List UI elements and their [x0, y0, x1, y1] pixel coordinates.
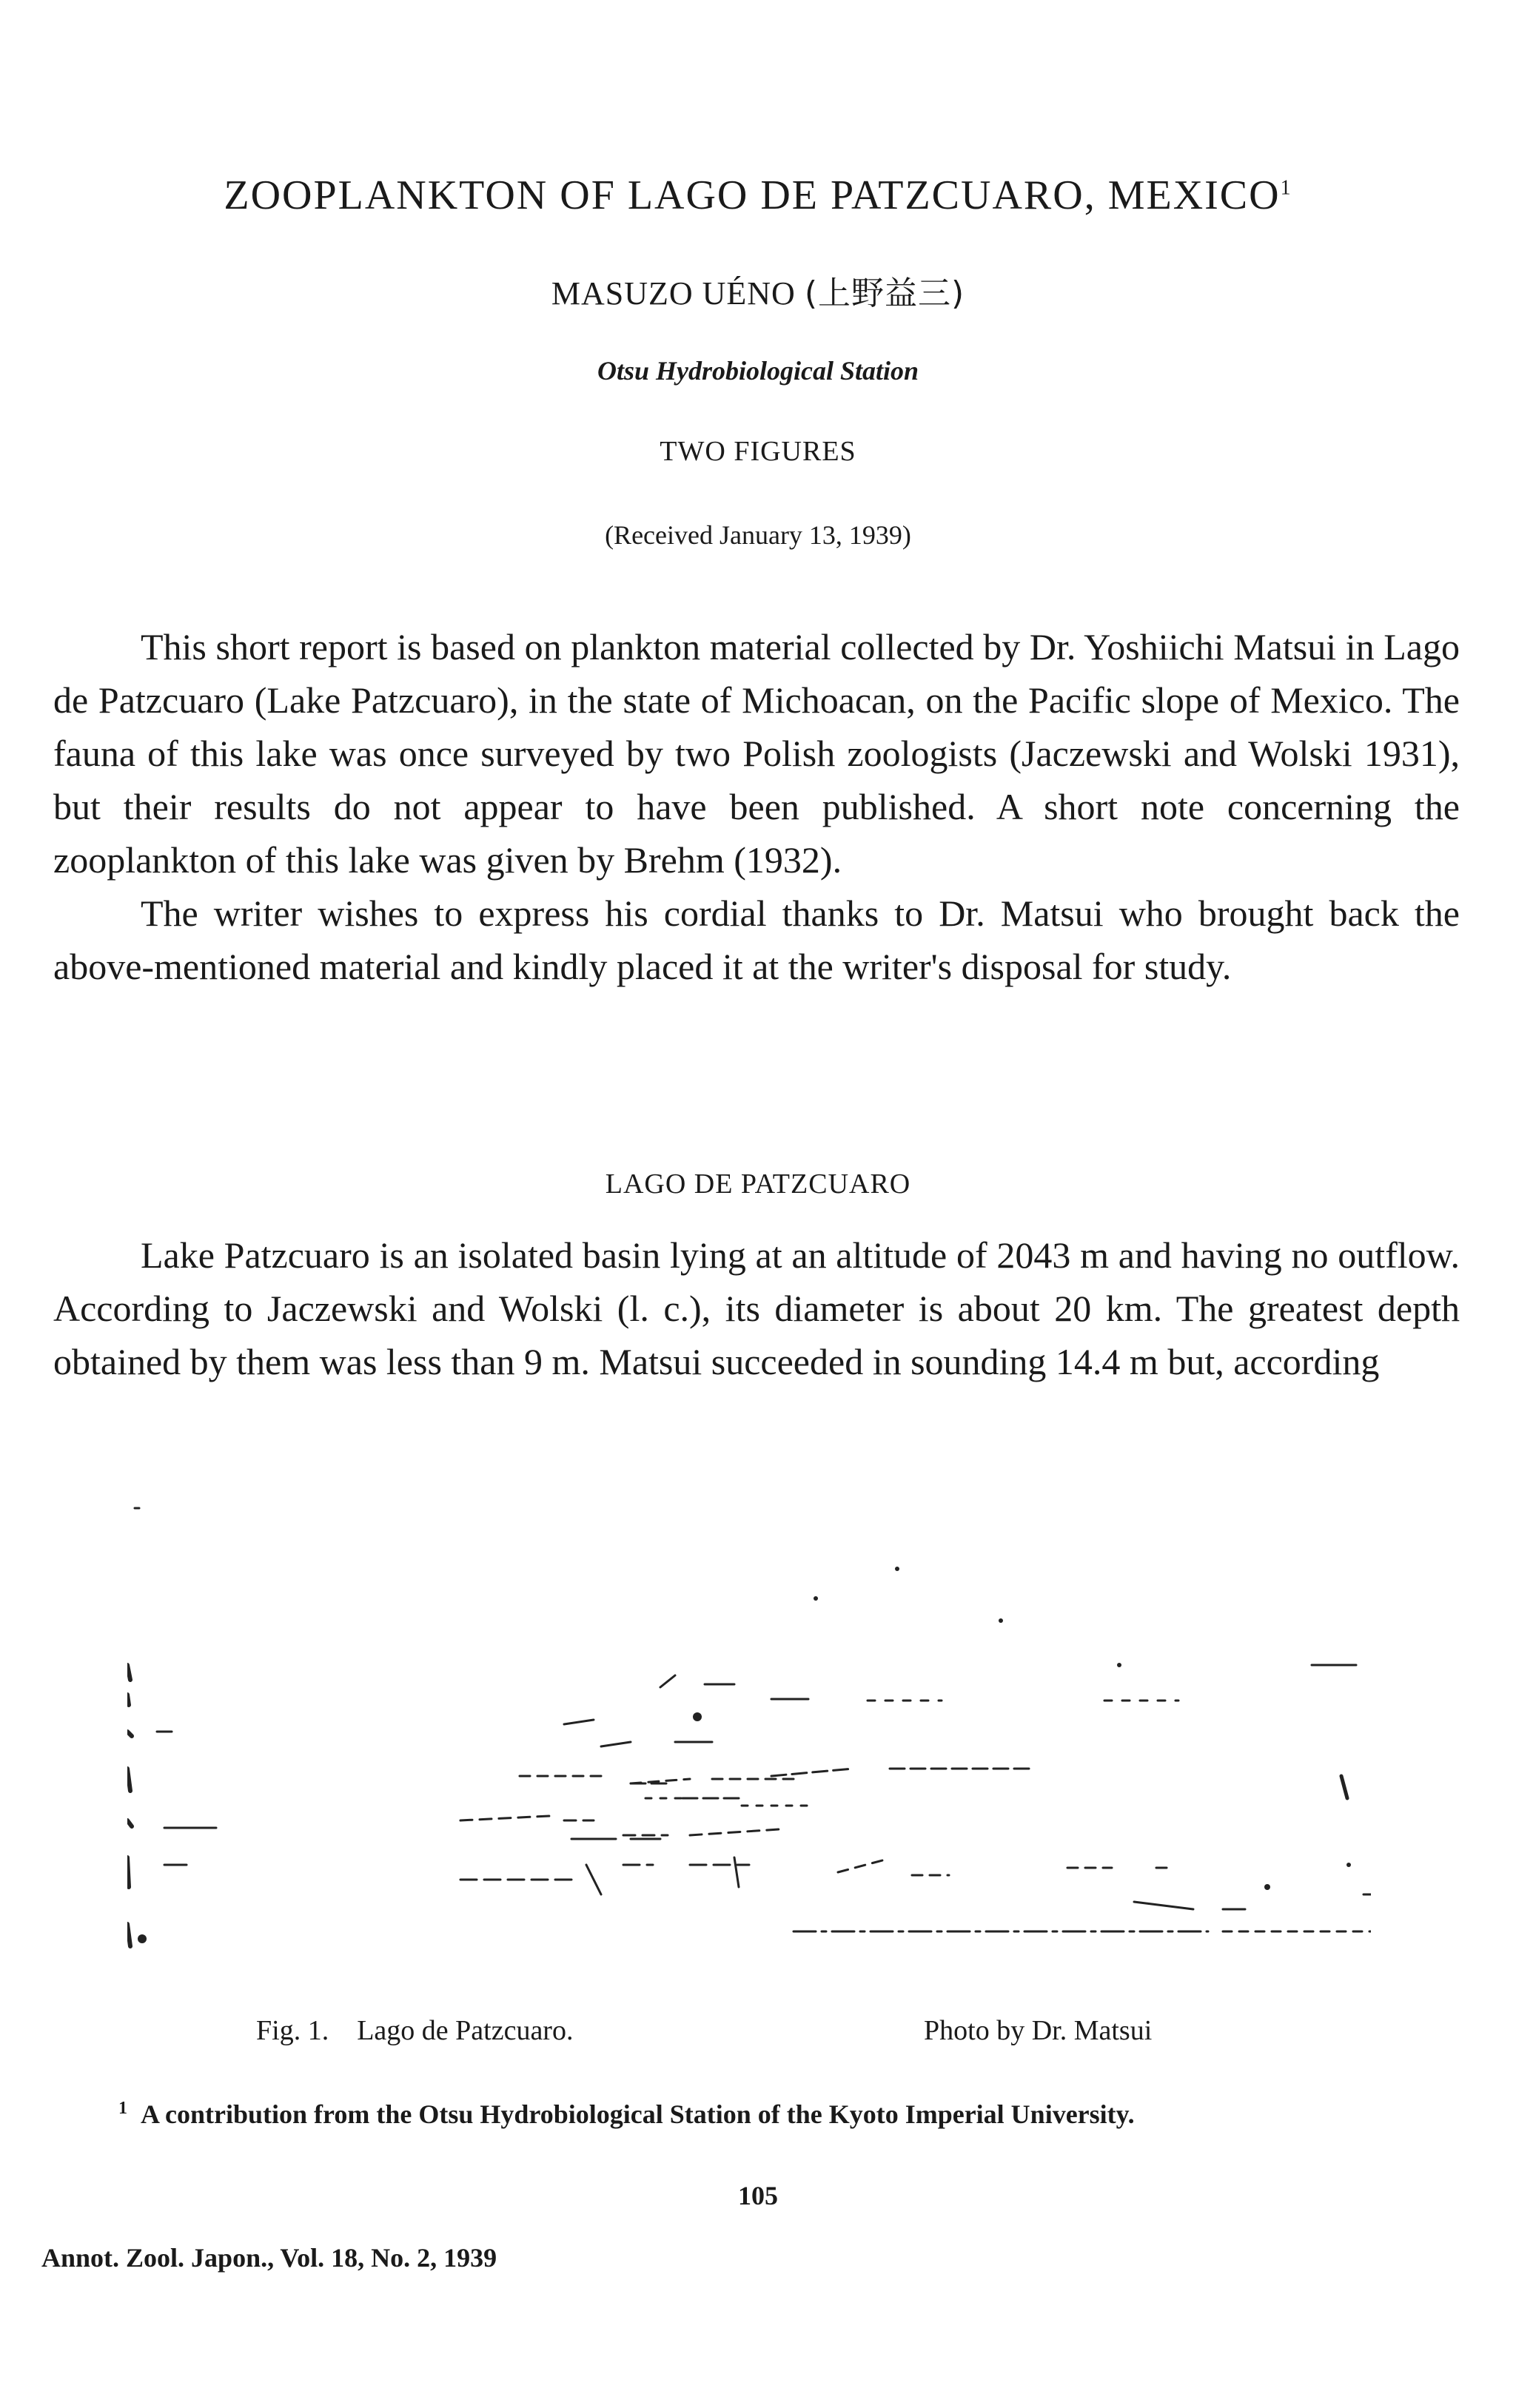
- journal-citation: Annot. Zool. Japon., Vol. 18, No. 2, 1939: [41, 2243, 497, 2273]
- affiliation: Otsu Hydrobiological Station: [597, 356, 919, 386]
- figure-label: Fig. 1.: [256, 2015, 329, 2046]
- figure-title: Lago de Patzcuaro.: [357, 2015, 574, 2046]
- lake-paragraph-1: Lake Patzcuaro is an isolated basin lying at an altitude of 2043 m and having no outflow. According to Jaczewski and Wolski (l. c.), its diameter is about 20 km. The greatest depth obtained by them was less than 9 m. Matsui succeeded in sounding 14.4 m but, according: [53, 1234, 1460, 1382]
- lake-section: [53, 1228, 1460, 1388]
- lake-photo: [127, 1487, 1371, 1998]
- section-heading: LAGO DE PATZCUARO: [605, 1168, 911, 1200]
- intro-paragraph-1: This short report is based on plankton material collected by Dr. Yoshiichi Matsui in Lago de Patzcuaro (Lake Patzcuaro), in the state of Michoacan, on the Pacific slope of Mexico. The fauna of this lake was once surveyed by two Polish zoologists (Jaczewski and Wolski 1931), but their results do not appear to have been published. A short note concerning the zooplankton of this lake was given by Brehm (1932).: [53, 626, 1460, 881]
- title-footnote-mark: 1: [1280, 176, 1292, 200]
- page-number: 105: [738, 2181, 778, 2210]
- lake-photo-graphic: [127, 1487, 1371, 1998]
- received-date: (Received January 13, 1939): [605, 520, 911, 550]
- author-kanji: (上野益三): [804, 275, 965, 312]
- footnote-mark: 1: [118, 2099, 127, 2118]
- figure-credit: Photo by Dr. Matsui: [924, 2015, 1153, 2046]
- figure-caption: [0, 2014, 1516, 2051]
- paper-title: ZOOPLANKTON OF LAGO DE PATZCUARO, MEXICO$^1$: [224, 172, 1292, 218]
- figures-count: TWO FIGURES: [660, 436, 856, 467]
- author-line: [0, 266, 1516, 314]
- intro-paragraph-2: The writer wishes to express his cordial thanks to Dr. Matsui who brought back the above-mentioned material and kindly placed it at the writer's disposal for study.: [53, 892, 1460, 987]
- author-name: MASUZO UÉNO: [551, 275, 796, 312]
- figure-label-group: [256, 2014, 573, 2047]
- footnote: [118, 2099, 1466, 2130]
- intro-section: [53, 620, 1460, 993]
- footnote-text: A contribution from the Otsu Hydrobiological Station of the Kyoto Imperial University.: [141, 2099, 1135, 2129]
